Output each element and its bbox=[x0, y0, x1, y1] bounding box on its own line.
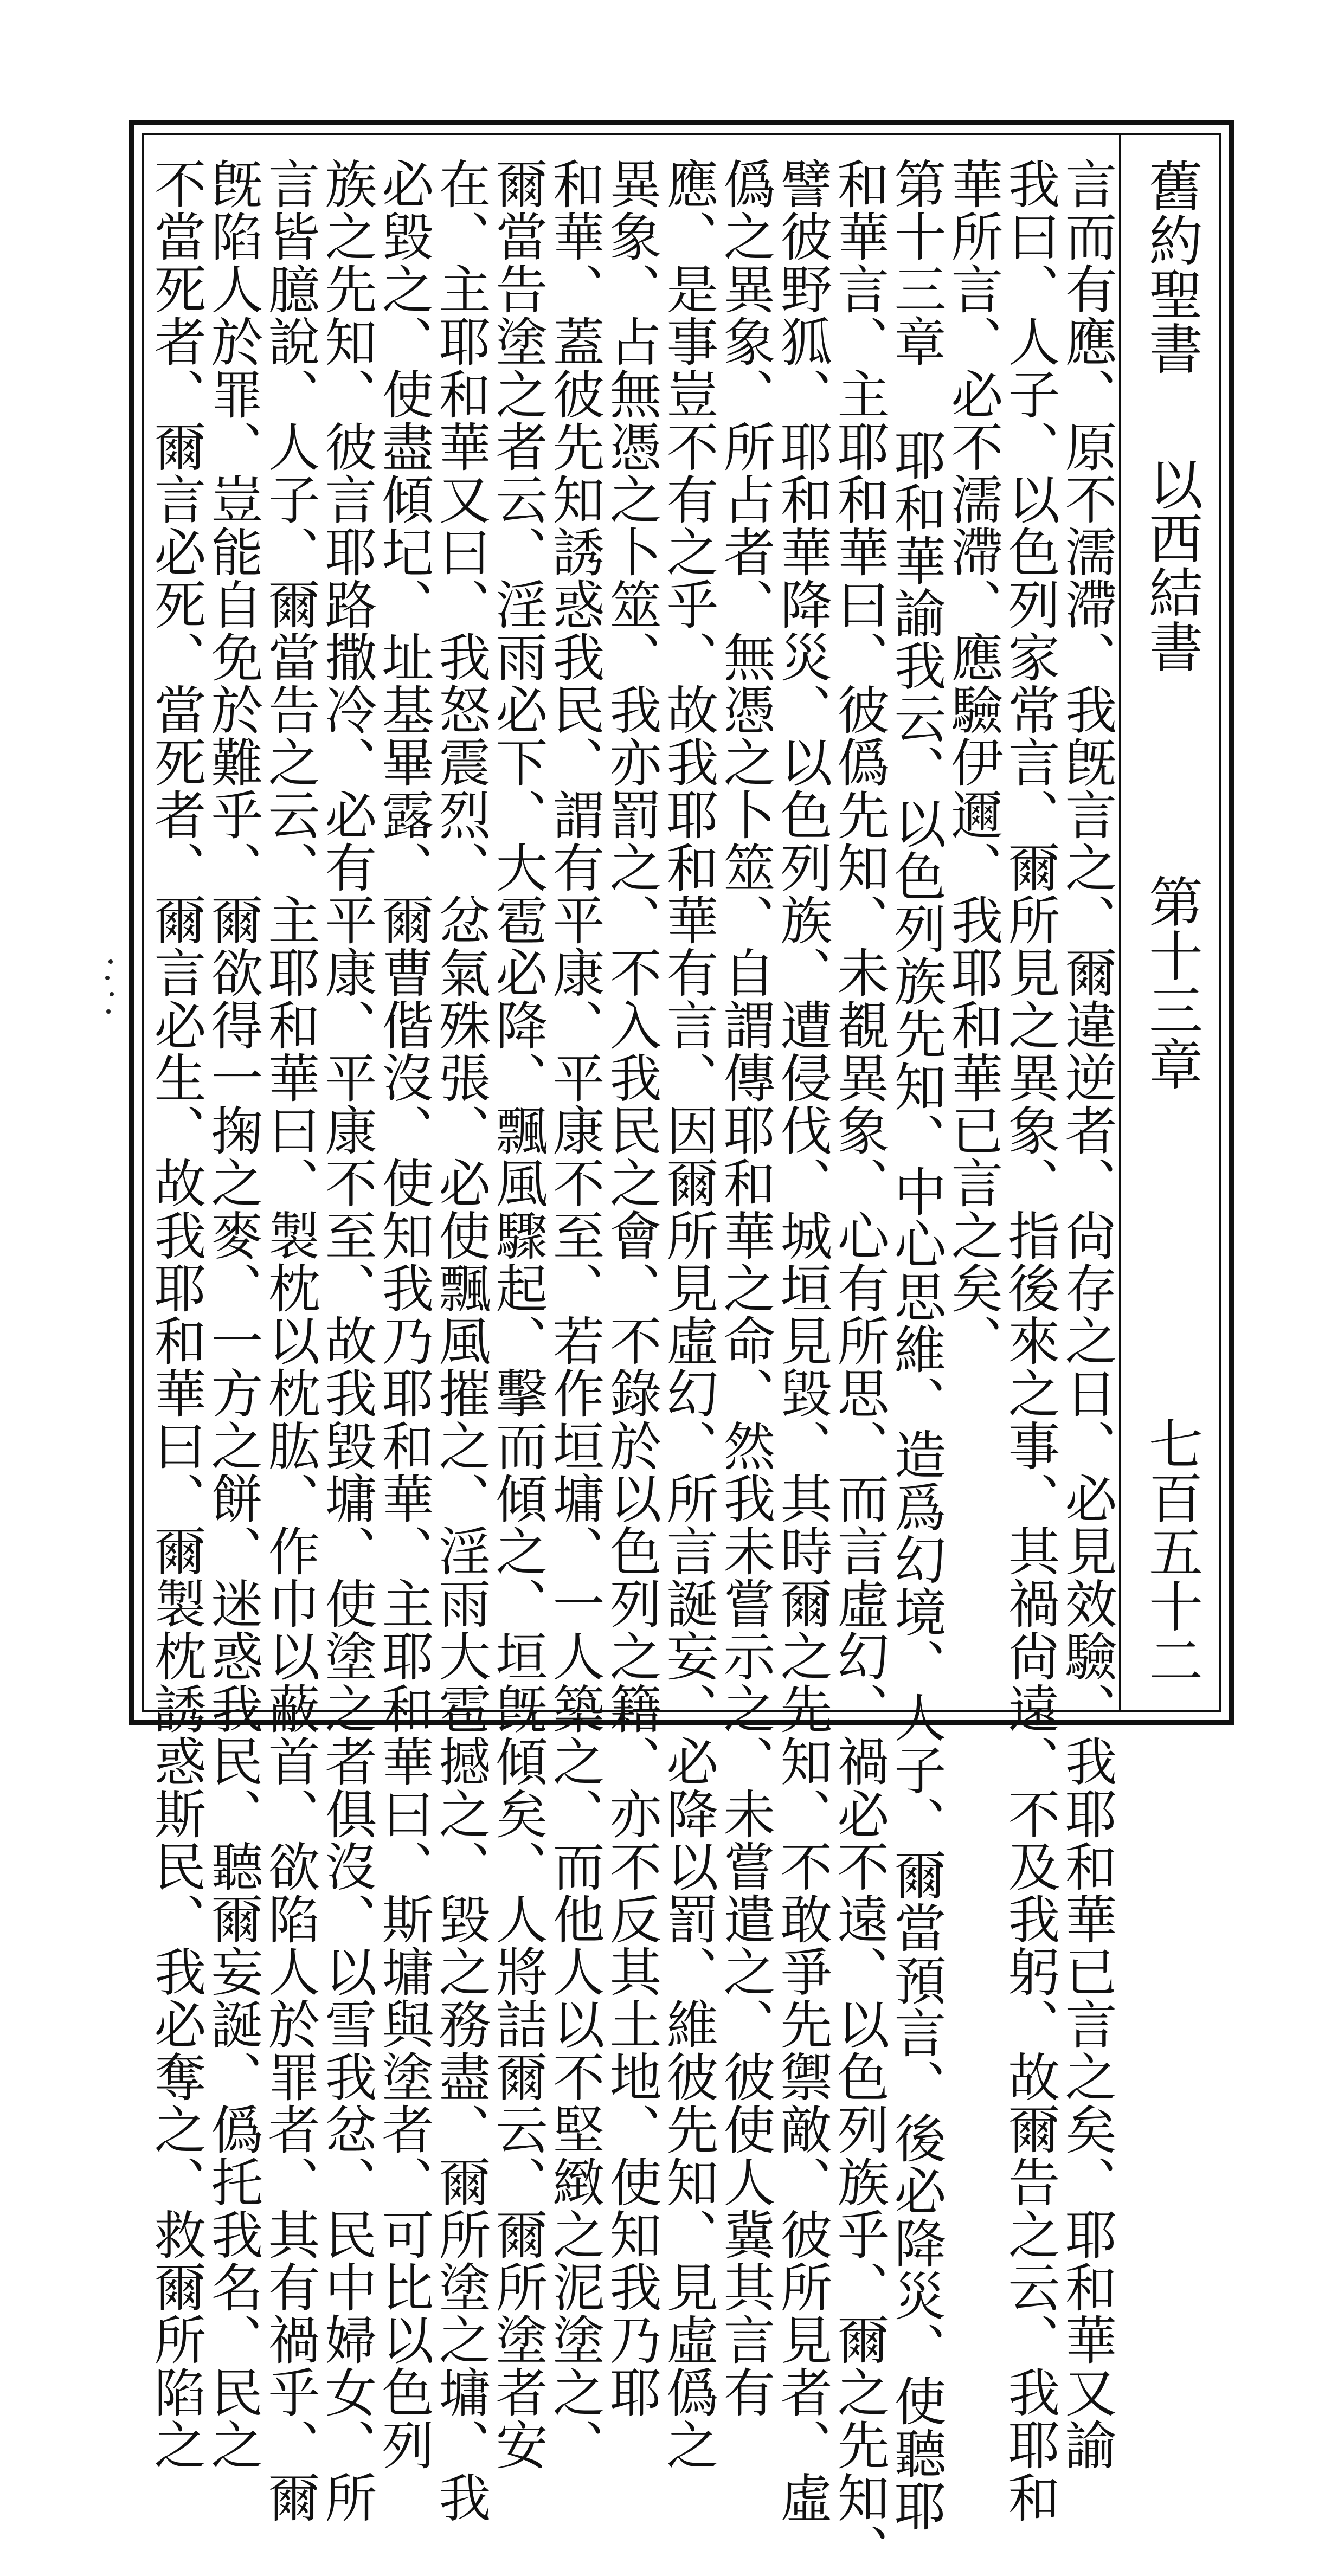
header-divider bbox=[1119, 135, 1121, 1710]
text-column: 僞之異象、所占者、無憑之卜筮、自謂傳耶和華之命、然我未嘗示之、未嘗遣之、彼使人冀其言有 bbox=[715, 157, 776, 2418]
section-title: 以西結書 bbox=[1140, 456, 1203, 673]
text-column: 言而有應、原不濡滯、我旣言之、爾違逆者、尙存之日、必見效驗、我耶和華已言之矣、耶和華又諭 bbox=[1057, 157, 1117, 2471]
text-column: 和華言、主耶和華曰、彼僞先知、未覩異象、心有所思、而言虛幻、禍必不遠、以色列族乎、爾之先知、 bbox=[829, 157, 890, 2576]
text-column: 華所言、必不濡滯、應驗伊邇、我耶和華已言之矣、 bbox=[943, 157, 1004, 1367]
text-column: 和華、蓋彼先知誘惑我民、謂有平康、平康不至、若作垣墉、一人築之、而他人以不堅緻之泥塗之、 bbox=[544, 157, 605, 2471]
text-column: 必毀之、使盡傾圮、址基畢露、爾曹偕沒、使知我乃耶和華、主耶和華曰、斯墉與塗者、可比以色列 bbox=[374, 157, 434, 2471]
text-column: 異象、占無憑之卜筮、我亦罰之、不入我民之會、不錄於以色列之籍、亦不反其土地、使知我乃耶 bbox=[601, 157, 662, 2418]
text-column: 爾當告塗之者云、淫雨必下、大雹必降、飄風驟起、擊而傾之、垣旣傾矣、人將詰爾云、爾所塗者安 bbox=[487, 157, 548, 2471]
text-column: 應、是事豈不有之乎、故我耶和華有言、因爾所見虛幻、所言誕妄、必降以罰、維彼先知、見虛僞之 bbox=[658, 157, 719, 2471]
text-column: 族之先知、彼言耶路撒冷、必有平康、平康不至、故我毀墉、使塗之者俱沒、以雪我忿、民中婦女、所 bbox=[317, 157, 377, 2523]
text-column: 言皆臆說、人子、爾當告之云、主耶和華曰、製枕以枕肱、作巾以蔽首、欲陷人於罪者、其有禍乎、爾 bbox=[260, 157, 320, 2523]
text-column: 在、主耶和華又曰、我怒震烈、忿氣殊張、必使飄風摧之、淫雨大雹撼之、毀之務盡、爾所塗之墉、我 bbox=[430, 157, 491, 2523]
text-column: 第十三章 耶和華諭我云、以色列族先知、中心思維、造爲幻境、人子、爾當預言、後必降災、使聽耶 bbox=[886, 157, 947, 2532]
book-title: 舊約聖書 bbox=[1140, 158, 1203, 375]
scan-speck bbox=[103, 959, 125, 1019]
chapter-label: 第十三章 bbox=[1140, 874, 1203, 1091]
text-column: 不當死者、爾言必死、當死者、爾言必生、故我耶和華曰、爾製枕誘惑斯民、我必奪之、救爾所陷之 bbox=[146, 157, 207, 2471]
text-column: 我曰、人子、以色列家常言、爾所見之異象、指後來之事、其禍尙遠、不及我躬、故爾告之云、我耶和 bbox=[1000, 157, 1060, 2523]
page-number: 七百五十二 bbox=[1140, 1416, 1203, 1687]
text-column: 譬彼野狐、耶和華降災、以色列族、遭侵伐、城垣見毀、其時爾之先知、不敢爭先禦敵、彼所見者、虛 bbox=[772, 157, 833, 2523]
text-column: 旣陷人於罪、豈能自免於難乎、爾欲得一掬之麥、一方之餅、迷惑我民、聽爾妄誕、僞托我名、民之 bbox=[203, 157, 263, 2471]
